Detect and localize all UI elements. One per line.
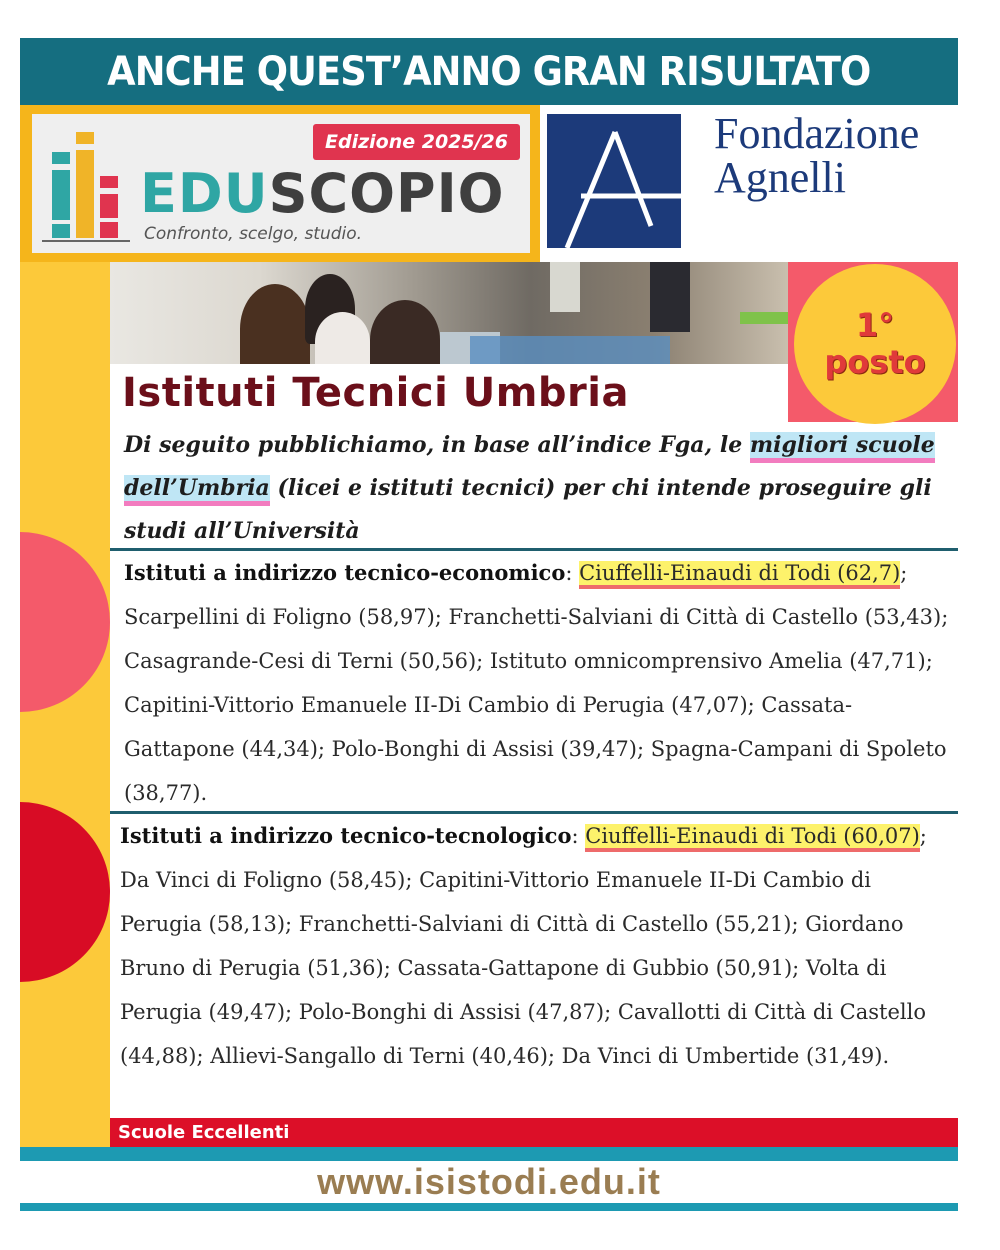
intro-paragraph: Di seguito pubblichiamo, in base all’indice Fga, le migliori scuole dell’Umbria (licei e istituti tecnici) per chi intende proseguire gli studi all’Università: [124, 432, 935, 544]
section-heading: Istituti a indirizzo tecnico-economico: [124, 560, 566, 585]
excellent-label: Scuole Eccellenti: [118, 1122, 290, 1143]
half-circle-decoration: [20, 532, 110, 712]
page-title: Istituti Tecnici Umbria: [122, 370, 629, 416]
section-tecnico-economico: Istituti a indirizzo tecnico-economico: Ciuffelli-Einaudi di Todi (62,7); Scarpellini di Foligno (58,97); Franchetti-Salviani di Città di Castello (53,43); Casagrande-Cesi di Terni (50,56); Istituto omnicomprensivo Amelia (47,71); Capitini-Vittorio Emanuele II-Di Cambio di Perugia (47,07); Cassata-Gattapone (44,34); Polo-Bonghi di Assisi (39,47); Spagna-Campani di Spoleto (38,77).: [124, 560, 949, 805]
fa-line2: Agnelli: [714, 153, 846, 202]
badge-rank: 1°: [855, 306, 895, 344]
half-circle-decoration: [20, 802, 110, 982]
fa-line1: Fondazione: [714, 109, 920, 158]
highlighted-phrase: migliori scuole dell’Umbria: [124, 432, 935, 506]
edition-badge: Edizione 2025/26: [313, 124, 520, 160]
rankings-card: [20, 262, 958, 1147]
decorative-side-strip: [20, 262, 110, 1147]
header-banner: [20, 38, 958, 105]
eduscopio-panel: [20, 105, 540, 262]
excellent-schools-band: [110, 1118, 958, 1147]
fondazione-agnelli-name: [714, 109, 920, 202]
eduscopio-logo: [32, 114, 530, 253]
title-box: [110, 364, 734, 422]
ranking-list: ; Scarpellini di Foligno (58,97); Franchetti-Salviani di Città di Castello (53,43); Casagrande-Cesi di Terni (50,56); Istituto omnicomprensivo Amelia (47,71); Capitini-Vittorio Emanuele II-Di Cambio di Perugia (47,07); Cassata-Gattapone (44,34); Polo-Bonghi di Assisi (39,47); Spagna-Campani di Spoleto (38,77).: [124, 561, 949, 805]
website-link[interactable]: www.isistodi.edu.it: [317, 1161, 661, 1202]
footer: [20, 1161, 958, 1203]
bar-chart-logo-icon: [52, 132, 132, 242]
first-place-badge: [788, 262, 958, 422]
letter-a-logo-icon: [547, 114, 681, 248]
wordmark-edu: EDU: [140, 162, 269, 225]
section-tecnico-tecnologico: Istituti a indirizzo tecnico-tecnologico: Ciuffelli-Einaudi di Todi (60,07); Da Vinci di Foligno (58,45); Capitini-Vittorio Emanuele II-Di Cambio di Perugia (58,13); Franchetti-Salviani di Città di Castello (55,21); Giordano Bruno di Perugia (51,36); Cassata-Gattapone di Gubbio (50,91); Volta di Perugia (49,47); Polo-Bonghi di Assisi (47,87); Cavallotti di Città di Castello (44,88); Allievi-Sangallo di Terni (40,46); Da Vinci di Umbertide (31,49).: [120, 823, 927, 1068]
header-title: ANCHE QUEST’ANNO GRAN RISULTATO: [107, 48, 871, 95]
footer-stripe-top: [20, 1147, 958, 1161]
classroom-photo: [110, 262, 788, 364]
winner-highlight: Ciuffelli-Einaudi di Todi (62,7): [579, 561, 900, 589]
winner-highlight: Ciuffelli-Einaudi di Todi (60,07): [585, 824, 920, 852]
section-heading: Istituti a indirizzo tecnico-tecnologico: [120, 823, 572, 848]
ranking-list: ; Da Vinci di Foligno (58,45); Capitini-Vittorio Emanuele II-Di Cambio di Perugia (58,13); Franchetti-Salviani di Città di Castello (55,21); Giordano Bruno di Perugia (51,36); Cassata-Gattapone di Gubbio (50,91); Volta di Perugia (49,47); Polo-Bonghi di Assisi (47,87); Cavallotti di Città di Castello (44,88); Allievi-Sangallo di Terni (40,46); Da Vinci di Umbertide (31,49).: [120, 824, 927, 1068]
wordmark-scopio: SCOPIO: [268, 162, 505, 225]
badge-label: posto: [824, 343, 926, 381]
eduscopio-tagline: Confronto, scelgo, studio.: [144, 224, 363, 244]
footer-stripe-bottom: [20, 1203, 958, 1211]
logo-underline: [42, 240, 130, 242]
eduscopio-wordmark: [140, 162, 505, 225]
